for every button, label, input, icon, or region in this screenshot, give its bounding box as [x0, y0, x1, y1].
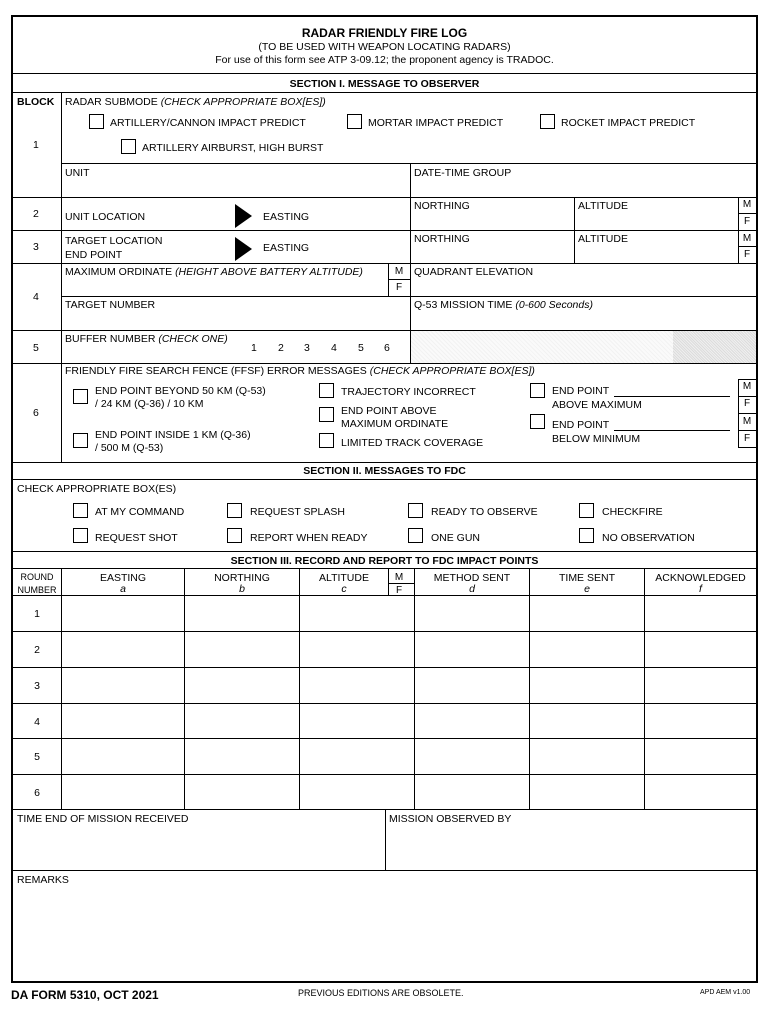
one-gun-checkbox[interactable]: [408, 528, 423, 543]
divider: [13, 631, 756, 632]
divider: [738, 447, 756, 448]
method-sent-column-header: METHOD SENT: [433, 572, 511, 584]
no-observation-label: NO OBSERVATION: [602, 532, 695, 544]
divider: [388, 568, 389, 595]
rocket-impact-predict-label: ROCKET IMPACT PREDICT: [561, 117, 696, 129]
divider: [738, 213, 756, 214]
artillery-airburst-label: ARTILLERY AIRBURST, HIGH BURST: [142, 142, 324, 154]
divider: [385, 809, 386, 870]
target-location-altitude-label: ALTITUDE: [578, 233, 628, 245]
end-point-above-max-field[interactable]: [614, 396, 730, 397]
target-location-feet-unit: F: [743, 249, 751, 260]
method-sent-column-letter: d: [469, 583, 475, 595]
q53-mission-time-label: Q-53 MISSION TIME (0-600 Seconds): [414, 299, 593, 311]
round-number-3: 3: [34, 680, 40, 692]
round-number-4: 4: [34, 716, 40, 728]
artillery-impact-predict-checkbox[interactable]: [89, 114, 104, 129]
no-observation-checkbox[interactable]: [579, 528, 594, 543]
round-number-5: 5: [34, 751, 40, 763]
divider: [299, 568, 300, 809]
round-number-1: 1: [34, 608, 40, 620]
form-subtitle: (TO BE USED WITH WEAPON LOCATING RADARS): [258, 41, 511, 53]
buffer-option-3[interactable]: 3: [304, 342, 310, 354]
above-max-meters-unit: M: [742, 381, 752, 392]
buffer-option-2[interactable]: 2: [278, 342, 284, 354]
one-gun-label: ONE GUN: [431, 532, 481, 544]
divider: [738, 379, 756, 380]
block-number-4: 4: [33, 291, 39, 303]
divider: [13, 703, 756, 704]
ffsf-end-point-inside-label: END POINT INSIDE 1 KM (Q-36): [95, 429, 251, 441]
divider: [414, 568, 415, 809]
number-label: NUMBER: [17, 585, 57, 595]
target-location-northing-label: NORTHING: [414, 233, 470, 245]
divider: [738, 430, 756, 431]
remarks-field[interactable]: [17, 889, 752, 977]
ffsf-label: FRIENDLY FIRE SEARCH FENCE (FFSF) ERROR MESSAGES (CHECK APPROPRIATE BOX[ES]): [65, 365, 535, 377]
report-when-ready-checkbox[interactable]: [227, 528, 242, 543]
mortar-impact-predict-label: MORTAR IMPACT PREDICT: [368, 117, 504, 129]
unit-location-easting-label: EASTING: [263, 211, 310, 223]
divider: [410, 163, 411, 330]
ffsf-end-point-beyond-label-2: / 24 KM (Q-36) / 10 KM: [95, 398, 204, 410]
target-location-meters-unit: M: [742, 233, 752, 244]
divider: [13, 479, 756, 480]
section-3-title: SECTION III. RECORD AND REPORT TO FDC IMPACT POINTS: [230, 555, 539, 567]
divider: [13, 667, 756, 668]
divider: [13, 363, 756, 364]
time-end-of-mission-field[interactable]: [17, 827, 381, 867]
buffer-number-label: BUFFER NUMBER (CHECK ONE): [65, 333, 228, 345]
ffsf-trajectory-incorrect-label: TRAJECTORY INCORRECT: [341, 386, 476, 398]
ffsf-end-point-above-max-checkbox[interactable]: [530, 383, 545, 398]
easting-column-header: EASTING: [99, 572, 147, 584]
divider: [738, 396, 756, 397]
divider: [13, 738, 756, 739]
time-sent-column-header: TIME SENT: [558, 572, 615, 584]
previous-editions-note: PREVIOUS EDITIONS ARE OBSOLETE.: [298, 988, 464, 998]
mission-observed-by-field[interactable]: [389, 827, 751, 867]
max-ordinate-label: MAXIMUM ORDINATE (HEIGHT ABOVE BATTERY ALTITUDE): [65, 266, 363, 278]
target-location-label: TARGET LOCATION: [65, 235, 163, 247]
form-title: RADAR FRIENDLY FIRE LOG: [301, 26, 468, 40]
altitude-column-letter: c: [341, 583, 347, 595]
buffer-option-5[interactable]: 5: [358, 342, 364, 354]
divider: [13, 551, 756, 552]
ffsf-end-point-inside-label-2: / 500 M (Q-53): [95, 442, 164, 454]
block-number-6: 6: [33, 407, 39, 419]
block-number-1: 1: [33, 139, 39, 151]
divider: [738, 246, 756, 247]
round-number-6: 6: [34, 787, 40, 799]
divider: [13, 73, 756, 74]
arrow-right-icon: [235, 237, 252, 261]
below-min-feet-unit: F: [743, 433, 751, 444]
northing-column-header: NORTHING: [214, 572, 270, 584]
divider: [13, 595, 756, 596]
end-point-below-min-field[interactable]: [614, 430, 730, 431]
divider: [13, 462, 756, 463]
arrow-right-icon: [235, 204, 252, 228]
unit-location-northing-label: NORTHING: [414, 200, 470, 212]
unit-location-altitude-label: ALTITUDE: [578, 200, 628, 212]
ffsf-end-point-inside-checkbox[interactable]: [73, 433, 88, 448]
block-label: BLOCK: [17, 96, 55, 108]
mission-observed-by-label: MISSION OBSERVED BY: [389, 813, 512, 825]
form-reference: For use of this form see ATP 3-09.12; the proponent agency is TRADOC.: [215, 54, 554, 66]
buffer-option-4[interactable]: 4: [331, 342, 337, 354]
block-number-3: 3: [33, 241, 39, 253]
ffsf-limited-track-checkbox[interactable]: [319, 433, 334, 448]
divider: [13, 92, 756, 93]
time-end-of-mission-label: TIME END OF MISSION RECEIVED: [17, 813, 189, 825]
mortar-impact-predict-checkbox[interactable]: [347, 114, 362, 129]
divider: [13, 870, 756, 871]
easting-column-letter: a: [120, 583, 126, 595]
divider: [61, 568, 62, 809]
altitude-meters-unit: M: [394, 572, 404, 583]
ffsf-below-minimum-label: BELOW MINIMUM: [552, 433, 641, 445]
block-column-divider: [61, 92, 62, 462]
below-min-meters-unit: M: [742, 416, 752, 427]
check-boxes-label: CHECK APPROPRIATE BOX(ES): [17, 483, 177, 495]
ffsf-limited-track-label: LIMITED TRACK COVERAGE: [341, 437, 484, 449]
ffsf-end-point-below-min-label: END POINT: [552, 419, 610, 431]
radar-submode-label: RADAR SUBMODE (CHECK APPROPRIATE BOX[ES]): [65, 96, 326, 108]
quadrant-elevation-label: QUADRANT ELEVATION: [414, 266, 534, 278]
remarks-label: REMARKS: [17, 874, 69, 886]
section-2-title: SECTION II. MESSAGES TO FDC: [303, 465, 466, 477]
at-my-command-checkbox[interactable]: [73, 503, 88, 518]
unit-location-meters-unit: M: [742, 199, 752, 210]
ffsf-trajectory-incorrect-checkbox[interactable]: [319, 383, 334, 398]
form-id: DA FORM 5310, OCT 2021: [11, 988, 159, 1002]
ffsf-end-point-below-min-checkbox[interactable]: [530, 414, 545, 429]
block-number-5: 5: [33, 342, 39, 354]
ffsf-end-point-above-max-ord-label: END POINT ABOVE: [341, 405, 437, 417]
divider: [13, 774, 756, 775]
divider: [738, 413, 756, 414]
altitude-feet-unit: F: [395, 585, 403, 596]
request-shot-checkbox[interactable]: [73, 528, 88, 543]
ffsf-end-point-beyond-label: END POINT BEYOND 50 KM (Q-53): [95, 385, 266, 397]
above-max-feet-unit: F: [743, 398, 751, 409]
unit-label: UNIT: [65, 167, 90, 179]
ffsf-end-point-above-max-ord-checkbox[interactable]: [319, 407, 334, 422]
radar-friendly-fire-log-form: [11, 15, 758, 983]
request-shot-label: REQUEST SHOT: [95, 532, 178, 544]
ffsf-above-maximum-label: ABOVE MAXIMUM: [552, 399, 642, 411]
buffer-option-1[interactable]: 1: [251, 342, 257, 354]
divider: [13, 197, 756, 198]
rocket-impact-predict-checkbox[interactable]: [540, 114, 555, 129]
section-1-title: SECTION I. MESSAGE TO OBSERVER: [289, 78, 480, 90]
divider: [184, 568, 185, 809]
acknowledged-column-letter: f: [699, 583, 702, 595]
divider: [529, 568, 530, 809]
ffsf-end-point-above-max-ord-label-2: MAXIMUM ORDINATE: [341, 418, 449, 430]
end-point-label: END POINT: [65, 249, 123, 261]
unit-location-feet-unit: F: [743, 216, 751, 227]
ready-to-observe-label: READY TO OBSERVE: [431, 506, 538, 518]
unit-field[interactable]: [73, 177, 403, 195]
ready-to-observe-checkbox[interactable]: [408, 503, 423, 518]
request-splash-checkbox[interactable]: [227, 503, 242, 518]
divider: [644, 568, 645, 809]
divider: [13, 230, 756, 231]
target-number-label: TARGET NUMBER: [65, 299, 156, 311]
version-label: APD AEM v1.00: [700, 989, 751, 996]
max-ordinate-feet-unit: F: [395, 282, 403, 293]
round-label: ROUND: [20, 572, 54, 582]
ffsf-end-point-beyond-checkbox[interactable]: [73, 389, 88, 404]
buffer-option-6[interactable]: 6: [384, 342, 390, 354]
ffsf-end-point-above-max-label: END POINT: [552, 385, 610, 397]
date-time-group-label: DATE-TIME GROUP: [414, 167, 512, 179]
request-splash-label: REQUEST SPLASH: [250, 506, 345, 518]
date-time-group-field[interactable]: [418, 177, 748, 195]
checkfire-checkbox[interactable]: [579, 503, 594, 518]
block-number-2: 2: [33, 208, 39, 220]
artillery-airburst-checkbox[interactable]: [121, 139, 136, 154]
at-my-command-label: AT MY COMMAND: [95, 506, 185, 518]
altitude-column-header: ALTITUDE: [319, 572, 369, 584]
artillery-impact-predict-label: ARTILLERY/CANNON IMPACT PREDICT: [110, 117, 306, 129]
divider: [13, 263, 756, 264]
checkfire-label: CHECKFIRE: [602, 506, 663, 518]
acknowledged-column-header: ACKNOWLEDGED: [655, 572, 746, 584]
divider: [61, 163, 756, 164]
divider: [61, 296, 756, 297]
round-number-2: 2: [34, 644, 40, 656]
max-ordinate-meters-unit: M: [394, 266, 404, 277]
time-sent-column-letter: e: [584, 583, 590, 595]
unit-location-label: UNIT LOCATION: [65, 211, 146, 223]
divider: [388, 279, 410, 280]
divider: [410, 330, 411, 363]
target-location-easting-label: EASTING: [263, 242, 310, 254]
northing-column-letter: b: [239, 583, 245, 595]
report-when-ready-label: REPORT WHEN READY: [250, 532, 368, 544]
divider: [388, 583, 415, 584]
shaded-area: [673, 331, 756, 363]
